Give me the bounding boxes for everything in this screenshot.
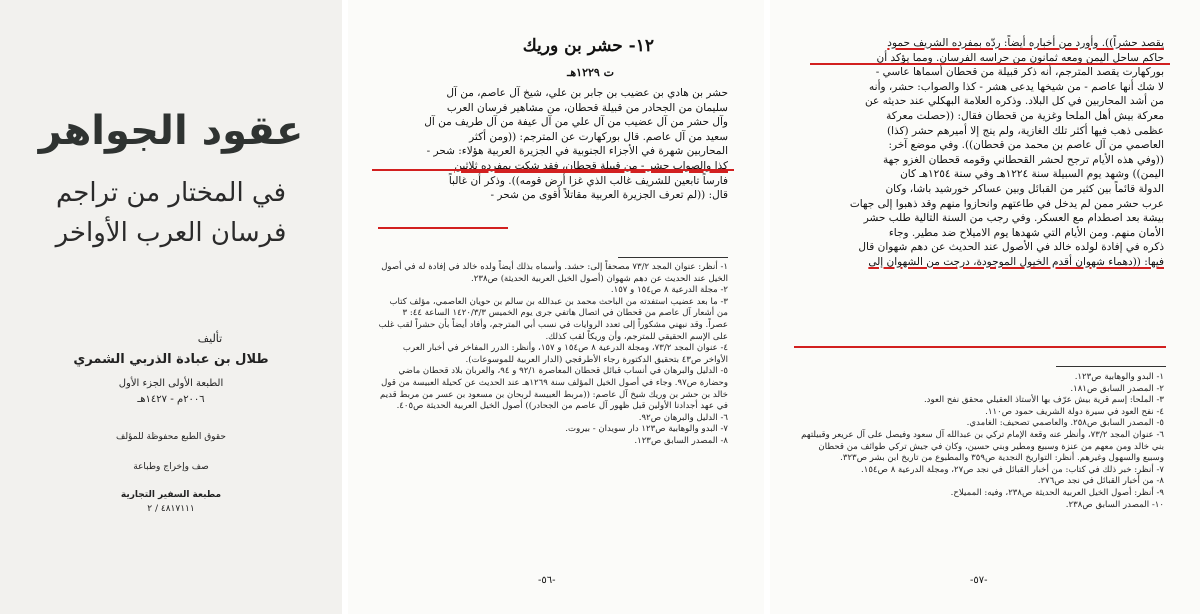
body-line: ذكره في إفادة لولده خالد في الأصول عند الحديث عن دهم شهوان قال [858, 241, 1164, 254]
footnote: ٣- الملحا: إسم قرية بيش عرّف بها الأستاذ العقيلي محقق نفح العود. [923, 395, 1164, 406]
page-title: ١٢- حشر بن وريك [522, 36, 654, 56]
cover-print-line1: صف وإخراج وطباعة [133, 462, 209, 472]
page-date: ت ١٢٢٩هـ [567, 66, 614, 79]
footnote: ٩- أنظر: أصول الخيل العربية الحديثة ص٢٣٨، وفيه: المميلاح. [950, 487, 1164, 498]
body-line: وآل حشر من آل عضيب من آل علي من آل عيفة من آل طريف من آل [424, 116, 728, 129]
cover-subtitle-line1: في المختار من تراجم [55, 178, 287, 208]
book-cover [0, 0, 342, 614]
body-line: العاصمي من آل عاصم بن محمد من قحطان)). وفي موضع آخر: [888, 139, 1164, 152]
body-line: بيشة بعد اصطدام مع العسكر. وفي رجب من السنة التالية طلب حشر [863, 212, 1164, 225]
footnotes [796, 372, 1164, 511]
body-line: الدولة قائماً بين كثير من القبائل وبين عساكر خورشيد باشا، وكان [885, 182, 1164, 195]
page-body [378, 86, 728, 203]
footnote-separator [618, 257, 728, 258]
footnote: ٨- من أخبار القبائل في نجد ص٢٧٦. [1037, 476, 1164, 487]
footnote: ٧- البدو والوهابية ص١٢٣ دار سويدان - بيروت. [565, 424, 728, 435]
footnote: ١٠- المصدر السابق ص٢٣٨. [1065, 499, 1164, 510]
red-underline [378, 227, 508, 229]
body-line: حشر بن هادي بن عضيب بن جابر بن علي، شيخ آل عاصم، من آل [446, 87, 728, 99]
body-line: سليمان من الجحادر من قبيلة قحطان، من مشاهير فرسان العرب [446, 101, 728, 114]
footnote: ٢- المصدر السابق ص١٨١. [1070, 383, 1164, 394]
body-line: الأمان منهم. ومن الأيام التي شهدها يوم الاميلاح ضد مطير. وجاء [888, 226, 1164, 239]
body-line: عظمى ذهب فيها أكثر تلك الغازية، ولم ينج إلا أميرهم حشر (كذا) [886, 124, 1164, 137]
footnote: ٥- المصدر السابق ص٢٥٨. والعاصمي تصحيف: الغامدي. [966, 418, 1164, 429]
red-underline [794, 346, 1166, 348]
cover-edition-line1: الطبعة الأولى الجزء الأول [118, 378, 224, 389]
footnote: ٨- المصدر السابق ص١٢٣. [634, 435, 728, 446]
body-line: لا شك أنها عاصم - من شيخها يدعى هشر - كذا والصواب: حشر، وأنه [869, 80, 1164, 93]
highlighted-body-line: فيها: ((دهماء شهوان أقدم الخيول الموجودة، درجت من الشهوان إلى [868, 255, 1164, 268]
book-page-57 [770, 0, 1200, 614]
cover-number: ٤٨١٧١١١ / ٢ [147, 504, 195, 514]
body-line: بوركهارت يقصد المترجم، أنه ذكر قبيلة من قحطان أسماها عاسي - [875, 66, 1164, 79]
footnote: ٦- الدليل والبرهان ص٩٢. [638, 412, 728, 423]
cover-author: طلال بن عبادة الذربي الشمري [73, 352, 269, 367]
footnote: ٣- ما بعد عضيب استفدته من الباحث محمد بن عبدالله بن سالم بن حويان العاصمي، مؤلف كتاب من أشعار آل عاصم من قحطان في اتصال هاتفي جرى يوم الخميس ١٤٢٠/٣/٣ الساعة ٤٤: ٣ عصراً. وقد نبهني مشكوراً إلى تعدد الروايات في نسب أبي المترجم، وأفاد أيضاً بأن حشراً لقب غلب على الإسم الحقيقي للمترجم، وأن وريكاً لقب كذلك. [378, 296, 728, 342]
footnote: ٤- عنوان المجد ٧٣/٢، ومجلة الدرعية ٨ ص١٥٤ و ١٥٧، وأنظر: الدرر المفاخر في أخبار العرب الأواخر ص٤٣ بتحقيق الدكتورة رجاء الأطرقجي (الدار العربية للموسوعات). [402, 343, 728, 365]
page-body [796, 36, 1164, 270]
cover-title: عقود الجواهر [38, 108, 304, 154]
footnote: ١- البدو والوهابية ص١٢٣. [1074, 372, 1164, 382]
cover-author-label: تأليف [197, 332, 223, 345]
cover-rights: حقوق الطبع محفوظة للمؤلف [116, 432, 226, 442]
body-line: معركة بيش أهل الملحا وغزية من قحطان فقال: ((حصلت معركة [886, 109, 1164, 122]
page-number: -٥٦- [538, 575, 556, 586]
body-line: اليمن)) وشهد يوم السبيلة سنة ١٢٢٤هـ وفي سنة ١٢٥٤هـ كان [900, 168, 1164, 181]
footnote: ٥- الدليل والبرهان في أنساب قبائل قحطان المعاصرة ٩٢/١ و ٩٤، والعربان بلاد قحطان ماضي وحضارة ص٩٧. وجاء في أصول الخيل المؤلف سنة ١٢٦٩هـ عند الحديث عن كحيلة العبيسة من قول خالد بن حشر بن وريك شيخ آل عاصم: ((مربط العبيسة لربحان بن مسعود بن عسر من مربط قديم في عهد أجدادنا الأولين قبل ظهور آل عاصم من الجحادر)) أصول الخيل العربية الحديثة ص٤٠٥. [380, 366, 728, 412]
body-line: ((وفي هذه الأيام ترجح لحشر القحطاني وقومه قحطان الغزو جهة [882, 153, 1164, 166]
body-line: فارساً تابعين للشريف غالب الذي غزا أرض قومه)). وذكر أن غالباً [448, 174, 728, 187]
cover-edition-line2: ٢٠٠٦م - ١٤٢٧هـ [137, 394, 205, 405]
red-underline [810, 63, 1170, 65]
page-number: -٥٧- [970, 575, 988, 586]
body-line: قال: ((لم تعرف الجزيرة العربية مقاتلاً أقوى من شحر - [490, 189, 728, 202]
footnote-separator [1056, 366, 1166, 367]
footnotes [378, 262, 728, 448]
body-line: سعيد من آل عاصم. قال بوركهارت عن المترجم: ((ومن أكثر [469, 130, 728, 143]
body-line: من أشد المحاربين في كل البلاد. وذكره العلامة البهكلي عند حديثه عن [865, 95, 1164, 108]
footnote: ٧- أنظر: خبر ذلك في كتاب: من أخبار القبائل في نجد ص٢٧، ومجلة الدرعية ٨ ص١٥٤. [860, 464, 1164, 475]
body-line: المحاربين شهرة في الأجزاء الجنوبية في الجزيرة العربية هؤلاء: شحر - [426, 145, 728, 158]
highlighted-body-line: يقصد حشراً)). وأورد من أخباره أيضاً: ردّه بمفرده الشريف حمود [887, 37, 1164, 49]
red-underline [372, 169, 734, 171]
body-line: عرب حشر ممن لم يدخل في طاعتهم وانحازوا منهم وقد ذهبوا إلى جهات [849, 197, 1164, 210]
footnote: ٤- نفح العود في سيرة دولة الشريف حمود ص١١٠. [985, 406, 1164, 417]
footnote: ٢- مجلة الدرعية ٨ ص١٥٤ و ١٥٧. [610, 285, 728, 296]
footnote: ١- أنظر: عنوان المجد ٧٣/٢ مصحفاً إلى: حشد. وأسماه بذلك أيضاً ولده خالد في إفادة له في أصول الخيل عند الحديث عن دهم شهوان (أصول الخيل العربية الحديثة) ص٢٣٨. [381, 262, 728, 284]
footnote: ٦- عنوان المجد ٧٣/٢، وأنظر عنه وقعة الإمام تركي بن عبدالله آل سعود وفيصل على آل عريعر وقبيلتهم بني خالد ومن معهم من عنزة وسبيع ومطير وبني حسين، وكان في جيش تركي طوائف من قحطان وسبيع والسهول وغيرهم. أنظر: التواريخ النجدية ص٣٥٩ والمطبوع من تاريخ ابن بشر ص٣٢٣. [801, 429, 1164, 464]
cover-subtitle-line2: فرسان العرب الأواخر [55, 218, 287, 248]
cover-press: مطبعة السفير التجارية [120, 490, 222, 500]
highlighted-body-line: كذا والصواب حشر - من قبيلة قحطان، فقد شكت بمفرده ثلاثين [454, 159, 728, 172]
book-page-56 [348, 0, 764, 614]
highlighted-body-line: حاكم ساحل اليمن ومعه ثمانون من حراسه الفرسان. ومما يؤكد أن [876, 51, 1164, 64]
